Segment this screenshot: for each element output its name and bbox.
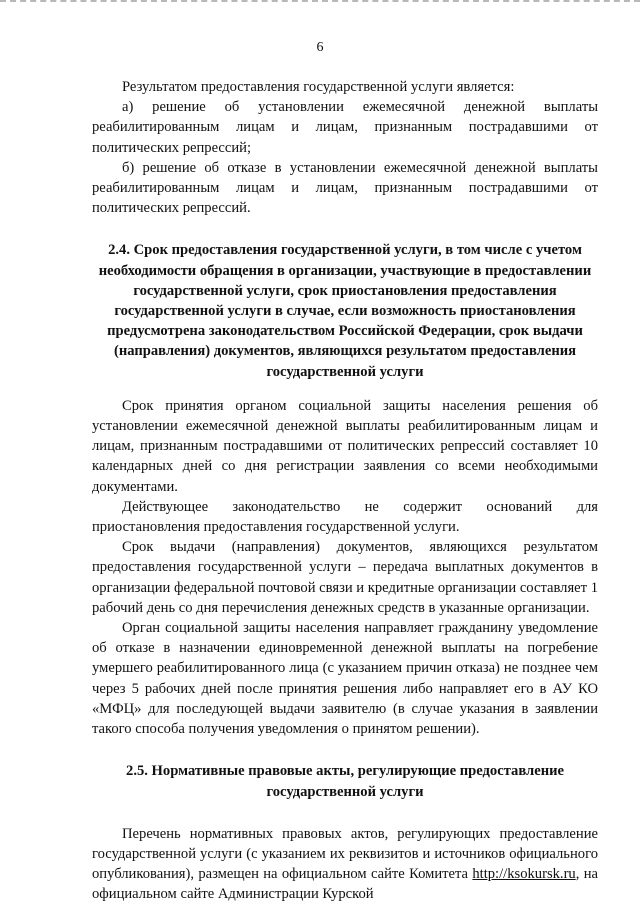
section-2-5-paragraph	[92, 824, 598, 905]
result-intro: Результатом предоставления государственной услуги является:	[122, 79, 515, 95]
page-number: 6	[316, 40, 324, 55]
result-item-a: а) решение об установлении ежемесячной денежной выплаты реабилитированным лицам и лицам, признанным пострадавшими от политических репрессий;	[92, 99, 598, 156]
section-2-4-paragraph: Срок выдачи (направления) документов, являющихся результатом предоставления государственной услуги – передача выплатных документов в организации федеральной почтовой связи и кредитные организации составляет 1 рабочий день со дня перечисления денежных средств в указанные организации.	[92, 539, 598, 616]
section-2-4-paragraph: Орган социальной защиты населения направляет гражданину уведомление об отказе в назначении единовременной денежной выплаты на погребение умершего реабилитированного лица (с указанием причин отказа) не позднее чем через 5 рабочих дней после принятия решения либо направляет его в АУ КО «МФЦ» для последующей выдачи заявителю (в случае указания в заявлении такого способа получения уведомления о принятом решении).	[92, 620, 598, 738]
section-2-5-text: Перечень нормативных правовых актов, регулирующих предоставление государственной услуги (с указанием их реквизитов и источников официального опубликования), размещен на официальном сайте Комитета	[92, 825, 598, 883]
committee-site-link[interactable]: http://ksokursk.ru	[472, 866, 576, 883]
section-2-5-text-cont: , на официальном сайте Администрации Курской	[92, 866, 598, 903]
section-2-5-heading: 2.5. Нормативные правовые акты, регулирующие предоставление государственной услуги	[126, 763, 564, 800]
scan-top-edge	[0, 0, 640, 5]
page-content	[92, 77, 598, 905]
section-2-4-paragraph: Срок принятия органом социальной защиты населения решения об установлении ежемесячной денежной выплаты реабилитированным лицам и лицам, признанным пострадавшими от политических репрессий составляет 10 календарных дней со дня регистрации заявления со всеми необходимыми документами.	[92, 397, 598, 495]
section-2-4-paragraph: Действующее законодательство не содержит оснований для приостановления предоставления государственной услуги.	[92, 498, 598, 536]
section-2-4-heading: 2.4. Срок предоставления государственной услуги, в том числе с учетом необходимости обращения в организации, участвующие в предоставлении государственной услуги, срок приостановления предоставления государственной услуги в случае, если возможность приостановления предусмотрена законодательством Российской Федерации, срок выдачи (направления) документов, являющихся результатом предоставления государственной услуги	[98, 242, 592, 380]
result-item-b: б) решение об отказе в установлении ежемесячной денежной выплаты реабилитированным лицам и лицам, признанным пострадавшими от политических репрессий.	[92, 159, 598, 217]
